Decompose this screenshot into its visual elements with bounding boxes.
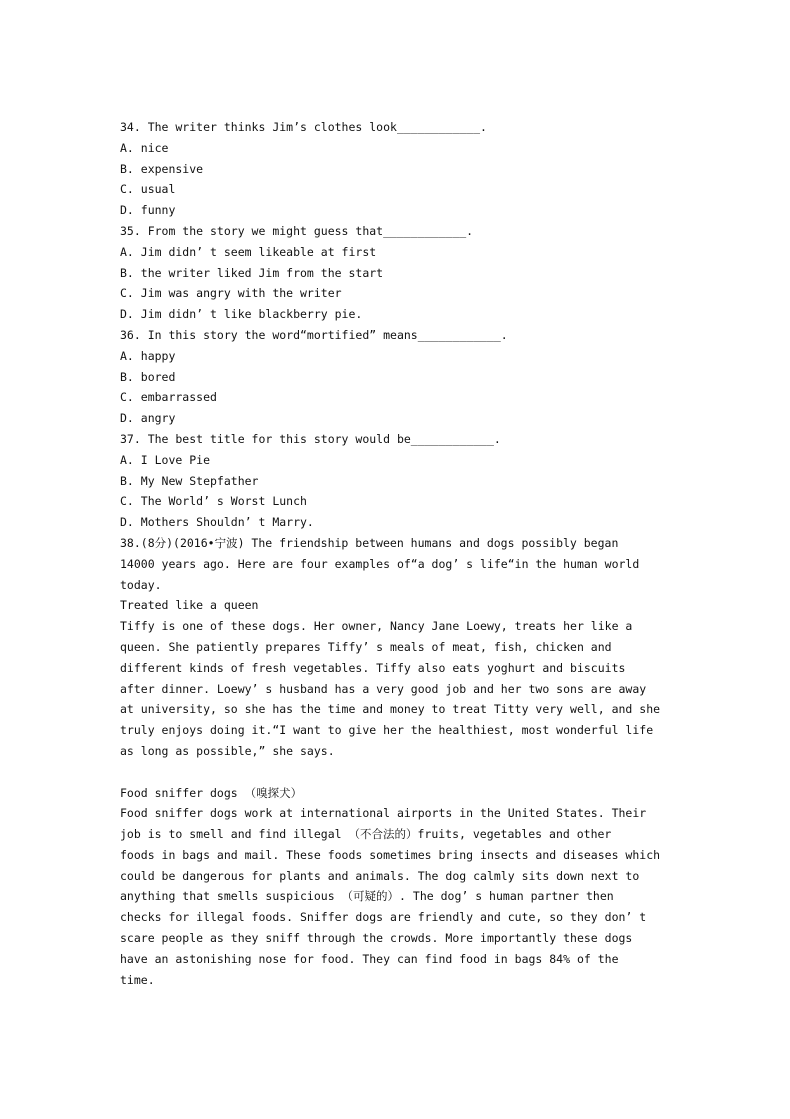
question-37-option-d: D. Mothers Shouldn’ t Marry. [120, 515, 314, 530]
question-34-option-c: C. usual [120, 182, 176, 197]
question-37-option-b: B. My New Stepfather [120, 473, 259, 488]
section1-line: after dinner. Loewy’ s husband has a very good job and her two sons are away [120, 681, 647, 696]
section1-line: queen. She patiently prepares Tiffy’ s meals of meat, fish, chicken and [120, 639, 612, 654]
document-page [120, 117, 680, 990]
question-35-option-c: C. Jim was angry with the writer [120, 286, 342, 301]
section2-line: could be dangerous for plants and animals. The dog calmly sits down next to [120, 868, 640, 883]
section2-line: Food sniffer dogs work at international airports in the United States. Their [120, 806, 647, 821]
question-36-option-b: B. bored [120, 369, 176, 384]
question-34-stem: 34. The writer thinks Jim’s clothes look____________. [120, 120, 487, 134]
question-34-option-a: A. nice [120, 140, 169, 155]
section-heading-queen: Treated like a queen [120, 598, 259, 613]
question-35-option-d: D. Jim didn’ t like blackberry pie. [120, 307, 363, 322]
question-35-option-b: B. the writer liked Jim from the start [120, 265, 384, 280]
section2-line: anything that smells suspicious （可疑的）. The dog’ s human partner then [120, 889, 614, 904]
section2-line: have an astonishing nose for food. They can find food in bags 84% of the [120, 951, 619, 966]
section2-line: job is to smell and find illegal （不合法的）fruits, vegetables and other [120, 827, 612, 842]
passage-intro-line: 14000 years ago. Here are four examples of“a dog’ s life“in the human world [120, 556, 640, 571]
question-36-option-c: C. embarrassed [120, 390, 217, 405]
question-34-option-b: B. expensive [120, 161, 204, 176]
question-36-stem: 36. In this story the word“mortified” means____________. [120, 327, 508, 342]
section-heading-sniffer-dogs: Food sniffer dogs （嗅探犬） [120, 785, 303, 800]
question-36-option-d: D. angry [120, 411, 176, 426]
section1-line: Tiffy is one of these dogs. Her owner, Nancy Jane Loewy, treats her like a [120, 619, 633, 634]
question-34-option-d: D. funny [120, 203, 176, 218]
passage-intro-line: today. [120, 577, 162, 592]
question-36-option-a: A. happy [120, 348, 176, 363]
section2-line: checks for illegal foods. Sniffer dogs are friendly and cute, so they don’ t [120, 910, 647, 925]
question-35-option-a: A. Jim didn’ t seem likeable at first [120, 244, 377, 259]
question-35-stem: 35. From the story we might guess that____________. [120, 223, 474, 238]
section1-line: different kinds of fresh vegetables. Tiffy also eats yoghurt and biscuits [120, 660, 626, 675]
question-37-option-a: A. I Love Pie [120, 452, 211, 467]
question-37-option-c: C. The World’ s Worst Lunch [120, 494, 307, 509]
section2-line: scare people as they sniff through the crowds. More importantly these dogs [120, 931, 633, 946]
section1-line: as long as possible,” she says. [120, 743, 335, 758]
question-37-stem: 37. The best title for this story would be____________. [120, 431, 501, 446]
section1-line: at university, so she has the time and money to treat Titty very well, and she [120, 702, 661, 717]
paragraph-spacer [120, 762, 680, 783]
section1-line: truly enjoys doing it.“I want to give her the healthiest, most wonderful life [120, 723, 654, 738]
passage-intro-line: 38.(8分)(2016•宁波) The friendship between humans and dogs possibly began [120, 535, 619, 550]
section2-line: time. [120, 972, 155, 987]
section2-line: foods in bags and mail. These foods sometimes bring insects and diseases which [120, 847, 661, 862]
